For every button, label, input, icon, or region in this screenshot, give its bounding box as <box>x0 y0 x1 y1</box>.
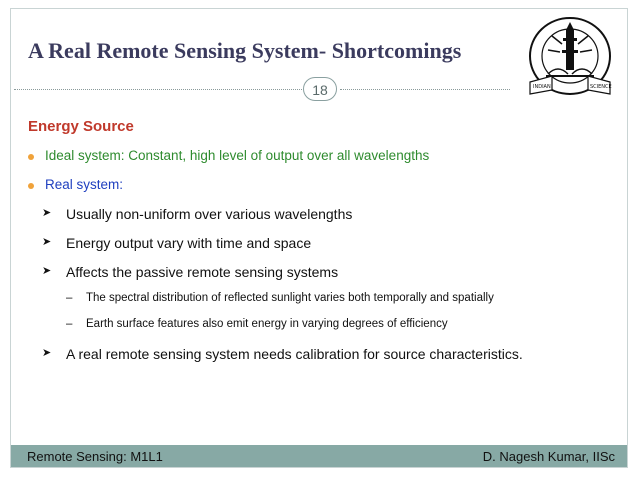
section-heading: Energy Source <box>28 118 134 135</box>
slide-footer <box>11 445 627 467</box>
page-number-badge: 18 <box>303 77 337 101</box>
sub-bullet-text: Usually non-uniform over various wavelengths <box>66 206 353 222</box>
footer-course-label: Remote Sensing: M1L1 <box>27 449 163 464</box>
sub-bullet-text: Energy output vary with time and space <box>66 235 312 251</box>
sub-sub-bullet-text: The spectral distribution of reflected sunlight varies both temporally and spatially <box>86 292 494 304</box>
bullet-text: Ideal system: Constant, high level of output over all wavelengths <box>45 148 430 163</box>
arrow-bullet-icon: ➤ <box>42 347 52 359</box>
slide-title: A Real Remote Sensing System- Shortcomings <box>28 38 462 63</box>
title-divider-left <box>14 89 302 90</box>
bullet-dot-icon <box>28 183 34 189</box>
iisc-logo-icon <box>522 14 618 102</box>
sub-sub-bullet-text: Earth surface features also emit energy in varying degrees of efficiency <box>86 318 448 330</box>
arrow-bullet-icon: ➤ <box>42 265 52 277</box>
sub-bullet-text: A real remote sensing system needs calibration for source characteristics. <box>66 346 523 362</box>
sub-bullet-text: Affects the passive remote sensing systems <box>66 264 339 280</box>
bullet-text: Real system: <box>45 177 124 192</box>
dash-bullet-icon: – <box>66 292 73 304</box>
dash-bullet-icon: – <box>66 318 73 330</box>
logo-left-ribbon-text: INDIAN <box>533 84 551 90</box>
footer-author-label: D. Nagesh Kumar, IISc <box>482 449 615 464</box>
bullet-dot-icon <box>28 154 34 160</box>
arrow-bullet-icon: ➤ <box>42 207 52 219</box>
title-divider-right <box>340 89 510 90</box>
arrow-bullet-icon: ➤ <box>42 236 52 248</box>
logo-right-ribbon-text: SCIENCE <box>590 84 612 90</box>
